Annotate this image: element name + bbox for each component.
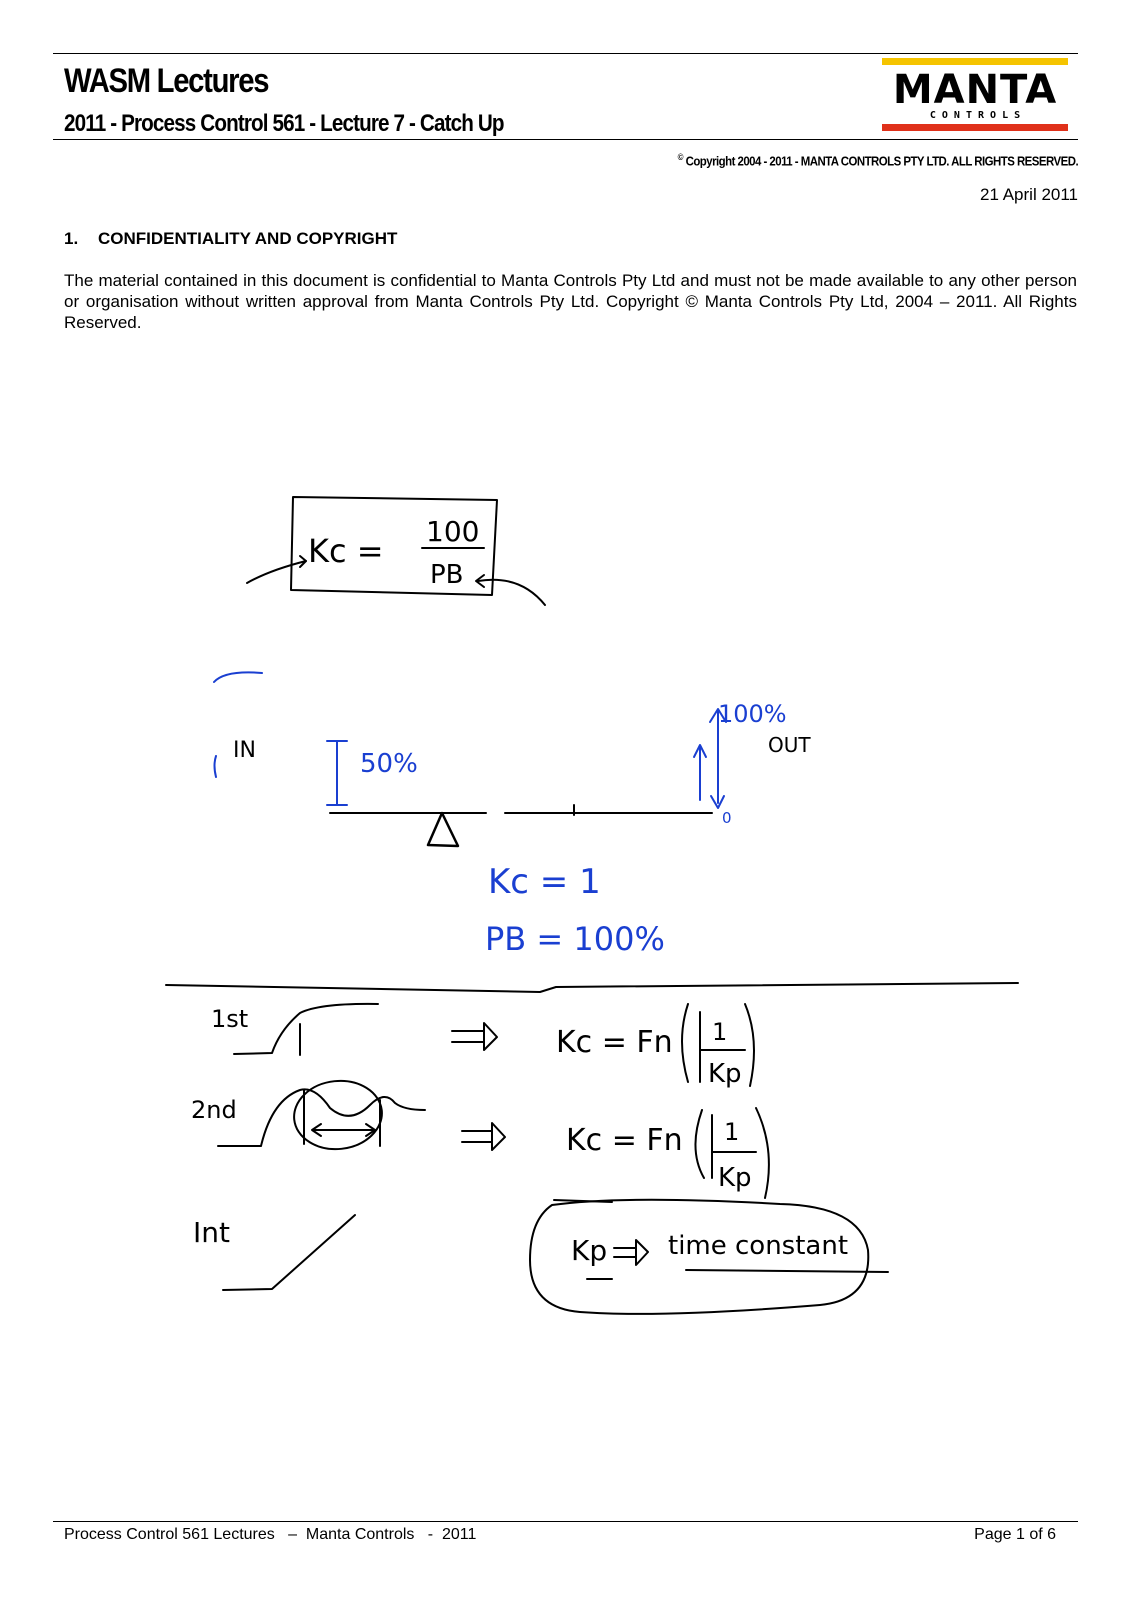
document-date: 21 April 2011 [980, 185, 1078, 204]
formula-numerator: 100 [426, 515, 480, 548]
one-second: 1 [724, 1118, 740, 1146]
boxed-formula [247, 497, 545, 605]
sketch-divider [166, 983, 1018, 992]
page-number: Page 1 of 6 [974, 1526, 1056, 1543]
time-constant-label: time constant [668, 1231, 849, 1261]
first-order-sketch [234, 1004, 754, 1086]
kp-integrating: Kp [571, 1234, 608, 1267]
kc-equals-one: Kc = 1 [488, 862, 601, 902]
label-in: IN [233, 738, 256, 763]
integrating-label: Int [193, 1216, 230, 1249]
first-order-label: 1st [211, 1005, 249, 1033]
section-number: 1. [64, 229, 79, 248]
footer-rule [53, 1521, 1078, 1522]
confidentiality-paragraph: The material contained in this document is confidential to Manta Controls Pty Ltd and must not be made available to any other person or organisation without written approval from Manta Controls Pty Ltd. Copyright © Manta Controls Pty Ltd, 2004 – 2011. All Rights Reserved. [64, 271, 1077, 332]
one-first: 1 [712, 1018, 728, 1046]
footer-course: Process Control 561 Lectures – Manta Controls - 2011 [64, 1526, 477, 1543]
second-order-sketch [218, 1077, 769, 1198]
kp-first: Kp [708, 1059, 742, 1089]
kc-fn-second: Kc = Fn [566, 1123, 683, 1158]
label-100-percent: 100% [718, 700, 787, 728]
label-out: OUT [768, 733, 811, 757]
section-title: CONFIDENTIALITY AND COPYRIGHT [98, 229, 398, 248]
blue-arc-lower [215, 756, 217, 777]
copyright-symbol: © [677, 152, 683, 162]
blue-arc [214, 672, 262, 682]
formula-denominator: PB [430, 560, 464, 590]
document-title: WASM Lectures [64, 62, 269, 100]
label-zero: 0 [722, 809, 732, 827]
svg-text:MANTA: MANTA [892, 67, 1058, 113]
svg-text:C O N T R O L S: C O N T R O L S [929, 110, 1021, 121]
document-subtitle: 2011 - Process Control 561 - Lecture 7 - Catch Up [64, 110, 504, 137]
second-order-label: 2nd [191, 1096, 237, 1124]
copyright-text: Copyright 2004 - 2011 - MANTA CONTROLS PTY LTD. ALL RIGHTS RESERVED. [685, 153, 1078, 169]
kp-second: Kp [718, 1163, 752, 1193]
kc-fn-first: Kc = Fn [556, 1025, 673, 1060]
fulcrum-icon [428, 813, 458, 846]
formula-kc-lhs: Kc = [308, 532, 384, 570]
pb-equals-100: PB = 100% [485, 920, 665, 958]
label-50-percent: 50% [360, 749, 418, 779]
